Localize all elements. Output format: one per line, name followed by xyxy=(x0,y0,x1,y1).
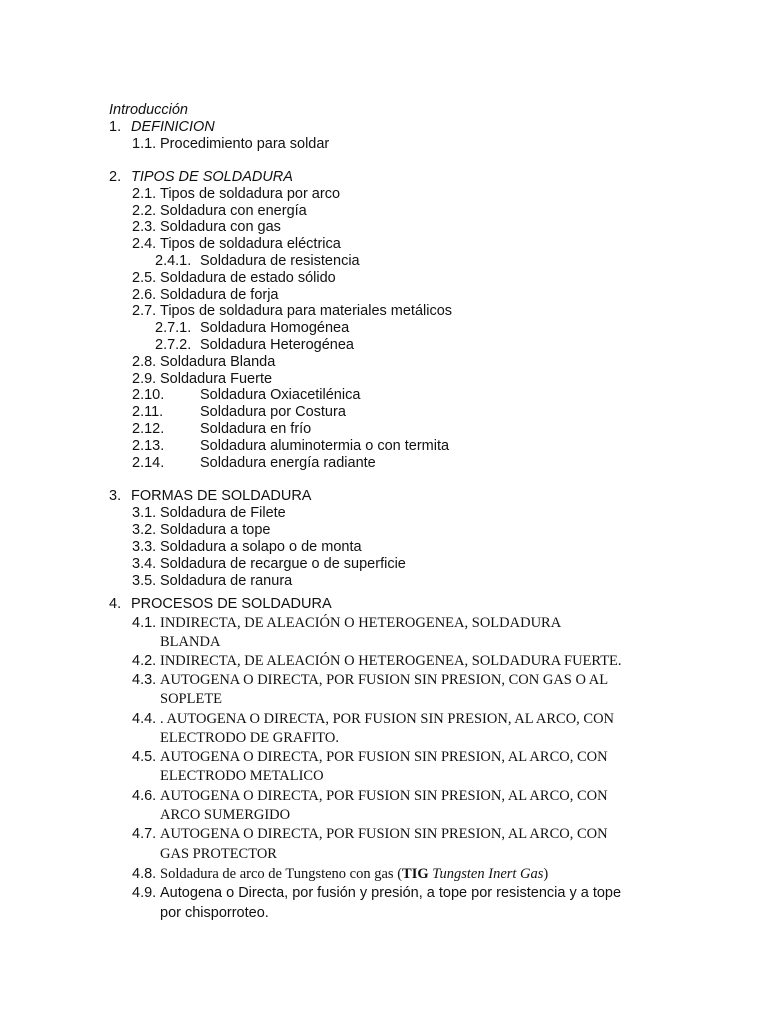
list-item xyxy=(132,539,362,556)
item-number: 4.9. xyxy=(132,885,157,901)
list-item xyxy=(132,556,406,573)
list-subitem xyxy=(155,337,354,354)
item-number: 4.3. xyxy=(132,672,157,688)
item-number: 4.2. xyxy=(132,653,157,669)
section-number: 4. xyxy=(109,596,122,612)
section-number: 2. xyxy=(109,169,122,185)
list-item xyxy=(132,653,622,670)
item-number: 2.7.1. xyxy=(155,320,192,336)
item-number: 2.14. xyxy=(132,455,165,471)
list-item xyxy=(132,387,360,404)
item-text xyxy=(160,866,548,882)
item-text: Soldadura a tope xyxy=(160,522,271,538)
item-text: Soldadura Fuerte xyxy=(160,371,273,387)
item-number: 2.6. xyxy=(132,287,157,303)
item-number: 3.2. xyxy=(132,522,157,538)
item-number: 2.13. xyxy=(132,438,165,454)
item-number: 2.7.2. xyxy=(155,337,192,353)
list-item xyxy=(132,788,608,805)
item-number: 2.9. xyxy=(132,371,157,387)
item-continuation: ARCO SUMERGIDO xyxy=(160,807,291,823)
tig-acronym: TIG xyxy=(402,866,429,882)
item-number: 2.4.1. xyxy=(155,253,192,269)
item-continuation: ELECTRODO DE GRAFITO. xyxy=(160,730,339,746)
list-item xyxy=(132,270,336,287)
list-item xyxy=(132,203,307,220)
item-text: AUTOGENA O DIRECTA, POR FUSION SIN PRESION, AL ARCO, CON xyxy=(160,788,608,804)
tig-expansion: Tungsten Inert Gas xyxy=(432,866,544,882)
item-text: Tipos de soldadura para materiales metálicos xyxy=(160,303,453,319)
item-text: Soldadura energía radiante xyxy=(200,455,376,471)
item-number: 2.12. xyxy=(132,421,165,437)
item-number: 4.5. xyxy=(132,749,157,765)
item-number: 4.8. xyxy=(132,866,157,882)
list-item xyxy=(132,749,608,766)
item-text: Soldadura Homogénea xyxy=(200,320,350,336)
list-item xyxy=(132,219,281,236)
list-item xyxy=(132,354,275,371)
item-number: 3.5. xyxy=(132,573,157,589)
section-1-heading xyxy=(109,119,215,136)
item-text: Soldadura en frío xyxy=(200,421,312,437)
list-item xyxy=(132,186,340,203)
item-text: Soldadura de ranura xyxy=(160,573,293,589)
list-item xyxy=(132,371,272,388)
item-text: Tipos de soldadura eléctrica xyxy=(160,236,341,252)
list-item xyxy=(132,287,279,304)
list-item xyxy=(132,455,376,472)
list-subitem xyxy=(155,253,360,270)
item-text: AUTOGENA O DIRECTA, POR FUSION SIN PRESION, CON GAS O AL xyxy=(160,672,609,688)
item-text: Soldadura Oxiacetilénica xyxy=(200,387,361,403)
item-text: Autogena o Directa, por fusión y presión, a tope por resistencia y a tope xyxy=(160,885,622,901)
list-item xyxy=(132,505,286,522)
item-text: AUTOGENA O DIRECTA, POR FUSION SIN PRESION, AL ARCO, CON xyxy=(160,749,608,765)
section-number: 3. xyxy=(109,488,122,504)
item-number: 3.1. xyxy=(132,505,157,521)
item-number: 2.7. xyxy=(132,303,157,319)
list-item xyxy=(132,826,608,843)
item-number: 4.1. xyxy=(132,615,157,631)
section-title: TIPOS DE SOLDADURA xyxy=(131,169,293,185)
item-text-part: ) xyxy=(543,866,549,882)
list-item xyxy=(132,615,561,632)
item-text: Procedimiento para soldar xyxy=(160,136,330,152)
list-item xyxy=(132,711,614,728)
item-text: Soldadura Heterogénea xyxy=(200,337,354,353)
item-continuation: ELECTRODO METALICO xyxy=(160,768,324,784)
list-item xyxy=(132,522,270,539)
list-item xyxy=(132,573,292,590)
item-continuation: BLANDA xyxy=(160,634,221,650)
item-text: . AUTOGENA O DIRECTA, POR FUSION SIN PRESION, AL ARCO, CON xyxy=(160,711,615,727)
section-2-heading xyxy=(109,169,293,186)
item-number: 4.4. xyxy=(132,711,157,727)
item-text: Tipos de soldadura por arco xyxy=(160,186,341,202)
item-text: Soldadura con gas xyxy=(160,219,281,235)
item-number: 1.1. xyxy=(132,136,157,152)
item-text: AUTOGENA O DIRECTA, POR FUSION SIN PRESION, AL ARCO, CON xyxy=(160,826,608,842)
item-text: Soldadura a solapo o de monta xyxy=(160,539,362,555)
item-text: Soldadura Blanda xyxy=(160,354,276,370)
item-text: INDIRECTA, DE ALEACIÓN O HETEROGENEA, SOLDADURA xyxy=(160,615,562,631)
item-number: 2.4. xyxy=(132,236,157,252)
item-number: 2.1. xyxy=(132,186,157,202)
item-number: 2.5. xyxy=(132,270,157,286)
section-title: DEFINICION xyxy=(131,119,215,135)
item-number: 2.3. xyxy=(132,219,157,235)
section-4-heading xyxy=(109,596,332,613)
item-number: 2.2. xyxy=(132,203,157,219)
item-text: Soldadura de estado sólido xyxy=(160,270,336,286)
item-number: 2.8. xyxy=(132,354,157,370)
item-number: 2.10. xyxy=(132,387,165,403)
list-item xyxy=(132,672,608,689)
item-number: 2.11. xyxy=(132,404,164,420)
item-text: Soldadura de forja xyxy=(160,287,279,303)
item-number: 3.4. xyxy=(132,556,157,572)
item-text: Soldadura de recargue o de superficie xyxy=(160,556,406,572)
item-continuation: por chisporroteo. xyxy=(160,905,269,921)
item-continuation: SOPLETE xyxy=(160,691,223,707)
section-3-heading xyxy=(109,488,311,505)
section-title: PROCESOS DE SOLDADURA xyxy=(131,596,332,612)
list-item xyxy=(132,136,329,153)
list-item xyxy=(132,404,346,421)
list-item xyxy=(132,885,621,902)
item-text: Soldadura de resistencia xyxy=(200,253,360,269)
list-item xyxy=(132,421,311,438)
list-item xyxy=(132,303,452,320)
section-title: FORMAS DE SOLDADURA xyxy=(131,488,312,504)
list-subitem xyxy=(155,320,349,337)
intro-heading: Introducción xyxy=(109,102,188,118)
list-item xyxy=(132,866,548,883)
list-item xyxy=(132,236,341,253)
item-number: 4.7. xyxy=(132,826,157,842)
section-number: 1. xyxy=(109,119,122,135)
item-text: Soldadura de Filete xyxy=(160,505,286,521)
list-item xyxy=(132,438,449,455)
item-text-part: Soldadura de arco de Tungsteno con gas ( xyxy=(160,866,403,882)
item-number: 3.3. xyxy=(132,539,157,555)
item-number: 4.6. xyxy=(132,788,157,804)
item-text: Soldadura con energía xyxy=(160,203,307,219)
item-text: Soldadura aluminotermia o con termita xyxy=(200,438,450,454)
item-continuation: GAS PROTECTOR xyxy=(160,846,277,862)
item-text: Soldadura por Costura xyxy=(200,404,346,420)
item-text: INDIRECTA, DE ALEACIÓN O HETEROGENEA, SOLDADURA FUERTE. xyxy=(160,653,622,669)
